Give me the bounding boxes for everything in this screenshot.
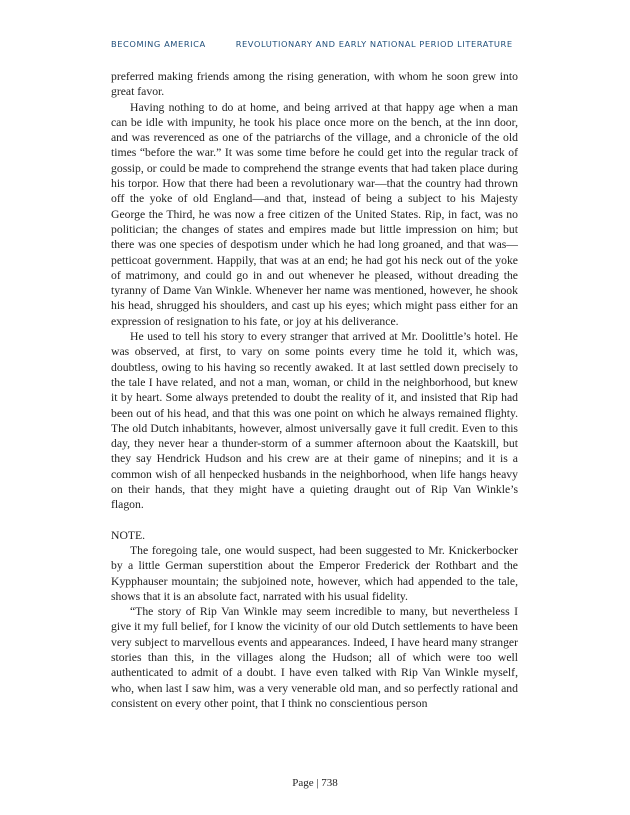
- header-book-title: BECOMING AMERICA: [111, 39, 206, 49]
- body-text: [111, 69, 518, 711]
- page-footer: [0, 777, 630, 789]
- running-header: [111, 39, 513, 49]
- paragraph: He used to tell his story to every stranger that arrived at Mr. Doolittle’s hotel. He was observed, at first, to vary on some points every time he told it, which was, doubtless, owing to his having so recently awaked. It at last settled down precisely to the tale I have related, and not a man, woman, or child in the neighborhood, but knew it by heart. Some always pretended to doubt the reality of it, and insisted that Rip had been out of his head, and that this was one point on which he always remained flighty. The old Dutch inhabitants, however, almost universally gave it full credit. Even to this day, they never hear a thunder-storm of a summer afternoon about the Kaatskill, but they say Hendrick Hudson and his crew are at their game of ninepins; and it is a common wish of all henpecked husbands in the neighborhood, when life hangs heavy on their hands, that they might have a quieting draught out of Rip Van Winkle’s flagon.: [111, 330, 518, 512]
- paragraph: The foregoing tale, one would suspect, had been suggested to Mr. Knickerbocker by a little German superstition about the Emperor Frederick der Rothbart and the Kypphauser mountain; the subjoined note, however, which had appended to the tale, shows that it is an absolute fact, narrated with his usual fidelity.: [111, 543, 518, 603]
- header-section-title: REVOLUTIONARY AND EARLY NATIONAL PERIOD LITERATURE: [235, 39, 513, 49]
- page-number: Page | 738: [292, 777, 338, 789]
- note-heading: NOTE.: [111, 528, 146, 542]
- paragraph: “The story of Rip Van Winkle may seem incredible to many, but nevertheless I give it my full belief, for I know the vicinity of our old Dutch settlements to have been very subject to marvellous events and appearances. Indeed, I have heard many stranger stories than this, in the villages along the Hudson; all of which were too well authenticated to admit of a doubt. I have even talked with Rip Van Winkle myself, who, when last I saw him, was a very venerable old man, and so perfectly rational and consistent on every other point, that I think no conscientious person: [111, 605, 518, 710]
- paragraph: Having nothing to do at home, and being arrived at that happy age when a man can be idle with impunity, he took his place once more on the bench, at the inn door, and was reverenced as one of the patriarchs of the village, and a chronicle of the old times “before the war.” It was some time before he could get into the regular track of gossip, or could be made to comprehend the strange events that had taken place during his torpor. How that there had been a revolutionary war—that the country had thrown off the yoke of old England—and that, instead of being a subject to his Majesty George the Third, he was now a free citizen of the United States. Rip, in fact, was no politician; the changes of states and empires made but little impression on him; but there was one species of despotism under which he had long groaned, and that was—petticoat government. Happily, that was at an end; he had got his neck out of the yoke of matrimony, and could go in and out whenever he pleased, without dreading the tyranny of Dame Van Winkle. Whenever her name was mentioned, however, he shook his head, shrugged his shoulders, and cast up his eyes; which might pass either for an expression of resignation to his fate, or joy at his deliverance.: [111, 100, 518, 328]
- paragraph-continuation: preferred making friends among the rising generation, with whom he soon grew into great favor.: [111, 70, 518, 99]
